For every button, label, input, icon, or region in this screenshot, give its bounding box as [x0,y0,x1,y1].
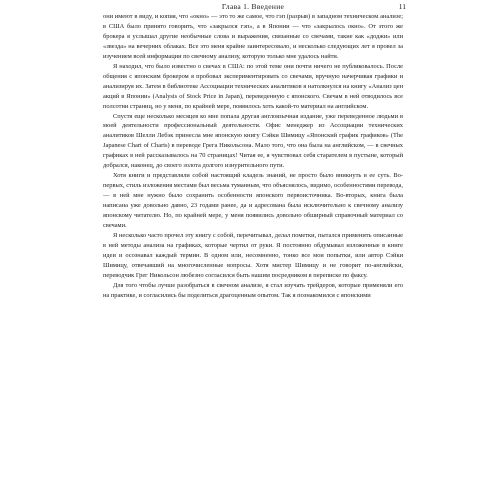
chapter-title: Глава 1. Введение [221,2,285,11]
paragraph: Я несколько часто прочел эту книгу с собой, перечитывал, делал пометки, пытался применить описанные в ней методы анализа на графиках, которые чертил от руки. Я постоянно обдумывал изложенные в книге идеи и осознавал каждый термин. В одном или, несомненно, тонко все мои попытки, или автор Сэйки Шимицу, отвечавший на многочисленные вопросы. Хотя мистер Шимицу и не говорит по-английски, переводчик Грег Никольсон любезно согласился быть нашим посредником в переписке по факсу. [103,231,403,279]
paragraph: Я находил, что было известно о свечах в США: по этой теме они почти ничего не публиковалось. После общения с японским брокером я пробовал экспериментировать со свечами, вручную начерчивая графики и анализируя их. Затем в библиотеке Ассоциации технических аналитиков я натолкнулся на книгу «Анализ цен акций в Японии» (Analysis of Stock Price in Japan), переведенную с японского. Свечам в ней отводилось все полсотни страниц, но у меня, по крайней мере, появилось хоть какой-то материал на английском. [103,62,403,110]
paragraph: Для того чтобы лучше разобраться в свечном анализе, я стал изучать трейдеров, которые применяли его на практике, и согласились бы поделиться драгоценным опытом. Так я познакомился с японскими [103,281,403,299]
page-number: 11 [398,2,406,11]
paragraph: Спустя еще несколько месяцев ко мне попала другая англоязычная издание, уже переведенное людьми в моей деятельности профессиональный деятельности. Офис менеджер из Ассоциации технических аналитиков Шелли Лебэк принесла мне японскую книгу Сэйки Шимицу «Японский график графиков» (The Japanese Chart of Charts) в переводе Грега Никольсона. Мало того, что она была на английском, — в свечных графиках в ней рассказывалось на 70 страницах! Читая ее, я чувствовал себя старателем в пустыне, который добрался, наконец, до своего золота долгого изнурительного пути. [103,112,403,170]
paragraph: Хотя книги и представляли собой настоящий кладезь знаний, не просто было вникнуть в ее суть. Во-первых, стиль изложения местами был весьма туманным, что объяснялось, видимо, особенностями перевода, — в ней мне нужно было сохранить особенности японского первоисточника. Во-вторых, книга была написана уже довольно давно, 23 годами ранее, да и адресована была исключительно к свечному анализу японскому читателю. Но, по крайней мере, у меня появились довольно обширный справочный материал со свечами. [103,172,403,230]
body-text [103,12,403,301]
paragraph: они имеют в виду, и копия, что «окно» — это то же самое, что гэп (разрыв) в западном техническом анализе; в США было принято говорить, что «закрылся гэп», а в Японии — что «закрылось окно». От этого же брокера я услышал другие необычные слова и выражения, связанные со свечами, такие как «доджи» или «звезда» на вечерних облаках. Все это меня крайне заинтересовало, и несколько следующих лет я провел за изучением всей информации по свечному анализу, которую только мне удалось найти. [103,13,403,60]
